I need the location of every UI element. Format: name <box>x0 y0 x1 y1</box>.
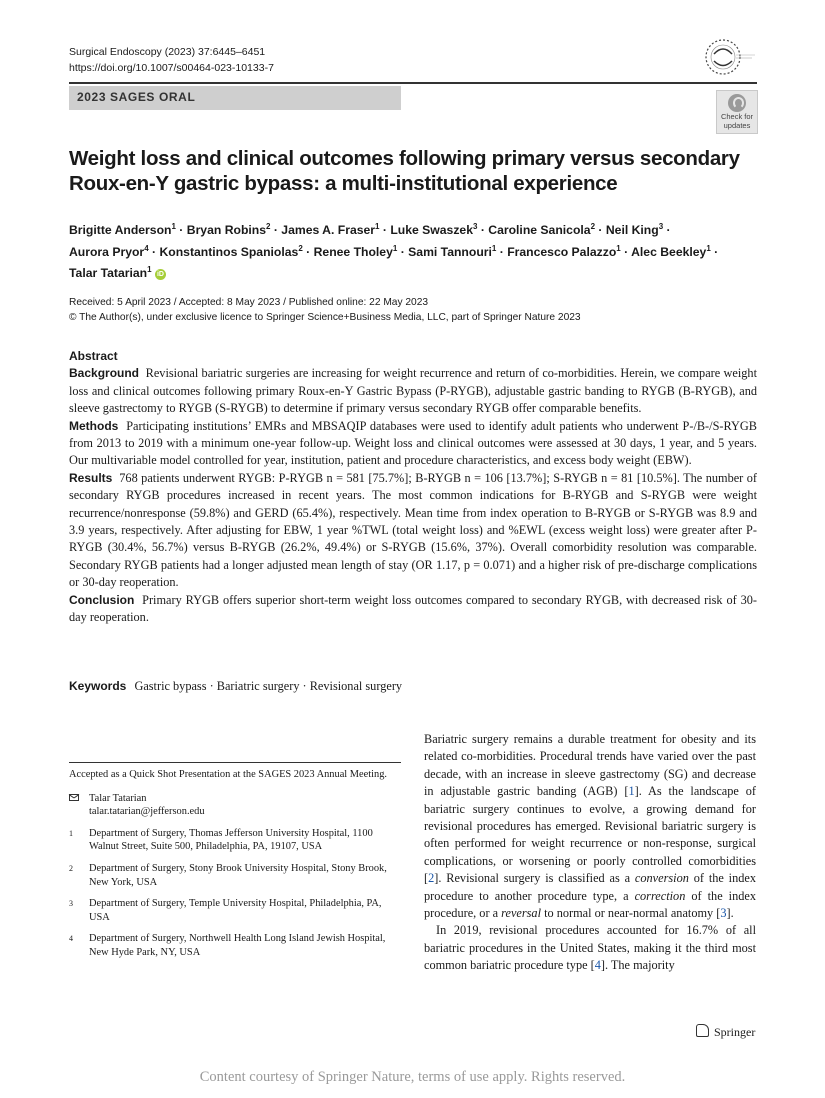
affiliation-mark: 2 <box>590 222 596 231</box>
affiliation-mark: 1 <box>375 222 380 231</box>
affiliation-mark: 1 <box>392 243 398 253</box>
author-name[interactable]: Luke Swaszek <box>390 223 473 238</box>
author-line-2: Aurora Pryor$^4$ · Konstantinos Spaniolas$^2$ · Renee Tholey$^1$ · Sami Tannouri$^1$ · Francesco Palazzo$^1$ · Alec Beekley$^1$ · <box>69 243 719 259</box>
affiliation-mark: 2 <box>298 243 303 253</box>
abstract-results <box>69 470 757 592</box>
abstract <box>69 348 757 627</box>
footnotes <box>69 768 399 968</box>
body-text <box>424 731 756 975</box>
author-name[interactable]: Neil King <box>605 223 659 238</box>
text-run: In 2019, revisional procedures accounted for 16.7% of all bariatric procedures in the United States, making it the third most common bariatric procedure type [ <box>424 923 756 973</box>
check-updates-line2: updates <box>723 120 751 130</box>
author-name[interactable]: Renee Tholey <box>313 244 393 259</box>
emphasis: reversal <box>501 906 541 921</box>
body-paragraph-1 <box>424 731 756 922</box>
author-name[interactable]: Talar Tatarian <box>69 266 148 281</box>
author-name[interactable]: Aurora Pryor <box>69 244 145 259</box>
check-updates-icon <box>728 94 746 112</box>
text-run: ]. <box>726 906 734 921</box>
methods-label: Methods <box>69 418 119 433</box>
affiliation-number: 3 <box>69 899 73 909</box>
copyright-line: © The Author(s), under exclusive licence to Springer Science+Business Media, LLC, part of Springer Nature 2023 <box>69 312 581 323</box>
author-name[interactable]: Konstantinos Spaniolas <box>159 244 299 259</box>
affiliation-mark: 1 <box>706 243 711 253</box>
abstract-methods <box>69 418 757 470</box>
author-name[interactable]: Francesco Palazzo <box>507 244 617 259</box>
text-run: Bariatric surgery remains a durable treatment for obesity and its related co-morbidities. Procedural trends have varied over the past decade, with an increase in sleeve gastrectomy (SG) and decrease in adjustable gastric banding (AGB) [ <box>424 732 756 799</box>
affiliation <box>69 827 399 854</box>
background-text: Revisional bariatric surgeries are increasing for weight recurrence and return of co-morbidities. Herein, we compare weight loss and clinical outcomes following primary Roux-en-Y Gastric Bypass (P-RYGB), adjustable gastric banding to RYGB (B-RYGB), and sleeve gastrectomy to RYGB (S-RYGB) to determine if primary versus secondary RYGB offer comparable benefits. <box>69 366 757 416</box>
citation-link[interactable]: 4 <box>594 958 601 973</box>
journal-citation: Surgical Endoscopy (2023) 37:6445–6451 <box>69 46 266 58</box>
body-paragraph-2 <box>424 922 756 974</box>
affiliation-mark: 4 <box>144 243 149 253</box>
citation-link[interactable]: 2 <box>428 871 435 886</box>
affiliation-number: 4 <box>69 934 73 944</box>
author-name[interactable]: Bryan Robins <box>186 223 266 238</box>
conclusion-text: Primary RYGB offers superior short-term weight loss outcomes compared to secondary RYGB, with decreased risk of 30-day reoperation. <box>69 592 757 625</box>
orcid-icon[interactable]: iD <box>156 271 164 279</box>
affiliation-mark: 3 <box>658 222 664 231</box>
affiliation-text: Department of Surgery, Thomas Jefferson University Hospital, 1100 Walnut Street, Suite 500, Philadelphia, PA, 19107, USA <box>89 827 373 853</box>
text-run: ]. The majority <box>600 958 675 973</box>
affiliation-text: Department of Surgery, Northwell Health Long Island Jewish Hospital, New Hyde Park, NY, USA <box>89 933 386 958</box>
text-run: ]. Revisional surgery is classified as a <box>434 871 635 886</box>
keywords-text: Gastric bypass · Bariatric surgery · Revisional surgery <box>134 679 403 693</box>
abstract-background <box>69 365 757 417</box>
section-label: 2023 SAGES ORAL <box>77 90 196 104</box>
accepted-note: Accepted as a Quick Shot Presentation at the SAGES 2023 Annual Meeting. <box>69 769 388 780</box>
citation-link[interactable]: 1 <box>628 784 635 799</box>
check-updates-line1: Check for <box>720 112 754 121</box>
text-run: of the index procedure to another procedure type, a <box>424 871 756 903</box>
citation-link[interactable]: 3 <box>720 906 727 921</box>
results-text: 768 patients underwent RYGB: P-RYGB n = 581 [75.7%]; B-RYGB n = 106 [13.7%]; S-RYGB n = 81 [10.5%]. The number of secondary RYGB procedures increased in recent years. The most common indications for B-RYGB and S-RYGB were weight recurrence/nonresponse (59.8%) and GERD (65.4%), respectively. Mean time from index operation to B-RYGB or S-RYGB was 8.9 and 3.9 years, respectively. After adjusting for EBW, 1 year %TWL (total weight loss) and %EWL (excess weight loss) were greater after P-RYGB (30.4%, 56.7%) versus B-RYGB (26.2%, 49.4%) or S-RYGB (15.6%, 37%). Overall comorbidity resolution was comparable. Secondary RYGB patients had a longer adjusted mean length of stay (OR 1.17, p = 0.071) and a higher risk of pre-discharge complications or 30-day reoperation. <box>69 470 757 590</box>
publisher-name: Springer <box>714 1025 756 1039</box>
author-list <box>69 218 759 283</box>
author-name[interactable]: Brigitte Anderson <box>69 223 172 238</box>
author-line-3 <box>69 261 759 283</box>
conclusion-label: Conclusion <box>69 592 135 607</box>
affiliation <box>69 897 399 924</box>
springer-logo-icon <box>696 1024 709 1037</box>
publication-dates <box>69 295 581 325</box>
publisher-footer <box>696 1024 755 1040</box>
doi-link[interactable]: https://doi.org/10.1007/s00464-023-10133-7 <box>69 62 274 74</box>
affiliation-mark: 3 <box>472 222 478 231</box>
affiliation-mark: 1 <box>171 222 176 231</box>
affiliation-mark: 1 <box>491 243 497 253</box>
affiliation <box>69 932 399 959</box>
affiliation-text: Department of Surgery, Temple University Hospital, Philadelphia, PA, USA <box>89 898 382 923</box>
article-title: Weight loss and clinical outcomes following primary versus secondary Roux-en-Y gastric bypass: a multi-institutional experience <box>69 147 740 195</box>
contact-name: Talar Tatarian <box>89 792 147 804</box>
affiliation-number: 1 <box>69 828 73 838</box>
check-updates-label <box>717 113 757 130</box>
check-for-updates-badge[interactable] <box>716 90 758 134</box>
received-accepted-published: Received: 5 April 2023 / Accepted: 8 May 2023 / Published online: 22 May 2023 <box>69 297 429 308</box>
background-label: Background <box>69 366 140 381</box>
journal-header <box>69 44 274 76</box>
contact-email[interactable]: talar.tatarian@jefferson.edu <box>89 806 205 818</box>
emphasis: conversion <box>634 871 689 886</box>
results-label: Results <box>69 470 113 485</box>
footnote-rule <box>69 762 401 763</box>
text-run: ]. As the landscape of bariatric surgery continues to evolve, a growing demand for revisional procedures has emerged. Revisional bariatric surgery is often performed for weight recurrence or non-response, surgical complications, or worsening or poorly controlled comorbidities [ <box>424 784 756 886</box>
courtesy-notice: Content courtesy of Springer Nature, terms of use apply. Rights reserved. <box>199 1069 626 1085</box>
affiliation-mark: 1 <box>616 243 621 253</box>
author-name[interactable]: James A. Fraser <box>281 223 376 238</box>
abstract-conclusion <box>69 592 757 627</box>
header-rule <box>69 82 757 84</box>
affiliation-number: 2 <box>69 863 73 873</box>
author-name[interactable]: Caroline Sanicola <box>488 223 591 238</box>
section-band <box>69 86 401 110</box>
author-line-1: Brigitte Anderson$^1$ · Bryan Robins$^2$ · James A. Fraser$^1$ · Luke Swaszek$^3$ · Caroline Sanicola$^2$ · Neil King$^3$ · <box>69 222 671 238</box>
author-name[interactable]: Sami Tannouri <box>408 244 492 259</box>
affiliation <box>69 862 399 889</box>
keywords <box>69 679 402 694</box>
text-run: to normal or near-normal anatomy [ <box>541 906 721 921</box>
text-run: of the index procedure, or a <box>424 888 757 921</box>
keywords-label: Keywords <box>69 679 127 693</box>
envelope-icon <box>69 794 79 801</box>
abstract-heading: Abstract <box>69 349 118 363</box>
affiliation-mark: 1 <box>147 265 152 275</box>
methods-text: Participating institutions’ EMRs and MBSAQIP databases were used to identify adult patients who underwent P-/B-/S-RYGB from 2013 to 2019 with a minimum one-year follow-up. Weight loss and clinical outcomes were assessed at 30 days, 1 year, and 5 years. Our multivariable model controlled for year, institution, patient and procedure characteristics, and excess body weight (EBW). <box>69 418 757 468</box>
author-name[interactable]: Alec Beekley <box>631 244 707 259</box>
surgical-endoscopy-logo <box>690 34 756 80</box>
affiliation-mark: 2 <box>266 222 271 231</box>
corresponding-author <box>69 792 399 819</box>
affiliation-text: Department of Surgery, Stony Brook University Hospital, Stony Brook, New York, USA <box>89 862 387 888</box>
emphasis: correction <box>634 888 686 903</box>
